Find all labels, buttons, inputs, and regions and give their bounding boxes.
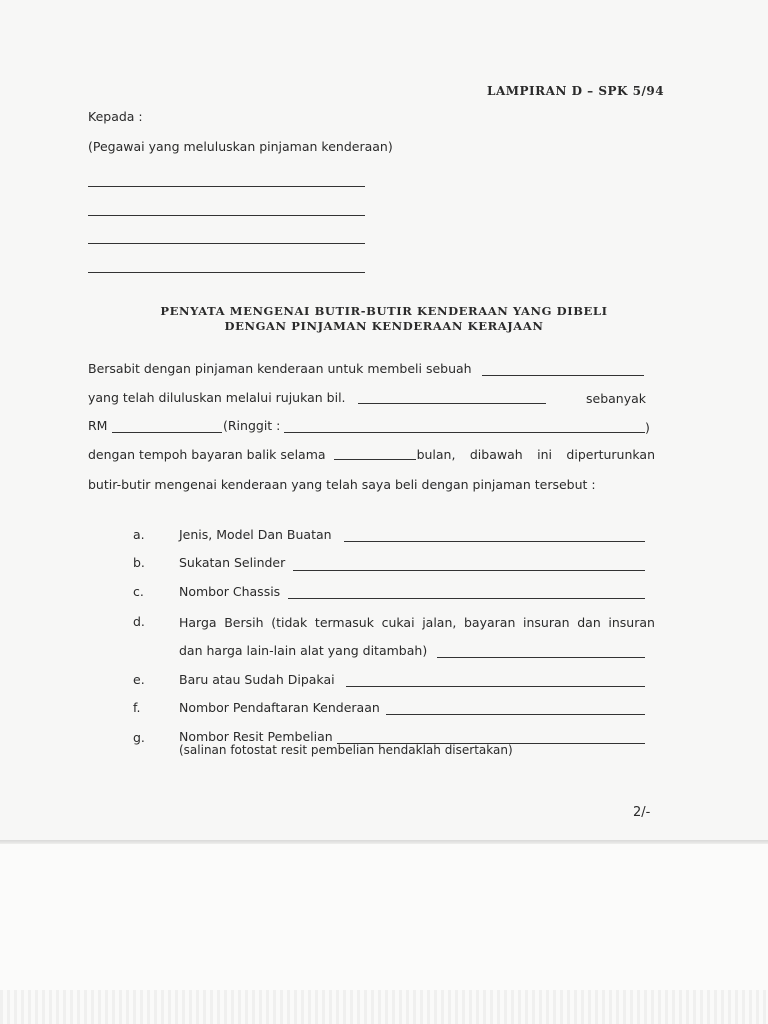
ringgit-close: ) <box>645 420 650 435</box>
address-line-2[interactable] <box>88 215 365 216</box>
form-title-line-1: PENYATA MENGENAI BUTIR-BUTIR KENDERAAN YANG DIBELI <box>160 304 608 318</box>
amount-words-field[interactable] <box>284 432 645 433</box>
body-text-2: yang telah diluluskan melalui rujukan bil. <box>88 390 346 405</box>
item-letter-b: b. <box>133 555 145 570</box>
address-line-3[interactable] <box>88 243 365 244</box>
body-text-4e: diperturunkan <box>566 447 655 462</box>
item-label-f: Nombor Pendaftaran Kenderaan <box>179 700 380 715</box>
item-label-c: Nombor Chassis <box>179 584 281 599</box>
item-field-b[interactable] <box>293 570 645 571</box>
rm-label: RM <box>88 418 108 433</box>
item-field-f[interactable] <box>386 714 645 715</box>
item-field-d[interactable] <box>437 657 645 658</box>
body-text-5: butir-butir mengenai kenderaan yang telah saya beli dengan pinjaman tersebut : <box>88 477 596 492</box>
body-text-1: Bersabit dengan pinjaman kenderaan untuk membeli sebuah <box>88 361 472 376</box>
item-label-e: Baru atau Sudah Dipakai <box>179 672 335 687</box>
to-label: Kepada : <box>88 109 143 124</box>
body-text-4a: dengan tempoh bayaran balik selama <box>88 447 326 462</box>
address-line-1[interactable] <box>88 186 365 187</box>
repayment-row <box>88 447 655 462</box>
ringgit-label: (Ringgit : <box>223 418 281 433</box>
item-label-d-cont: dan harga lain-lain alat yang ditambah) <box>179 643 428 658</box>
body-text-4b: bulan, <box>416 447 456 462</box>
reference-number-field[interactable] <box>358 403 546 404</box>
form-reference: LAMPIRAN D – SPK 5/94 <box>487 84 665 98</box>
item-letter-c: c. <box>133 584 144 599</box>
item-label-a: Jenis, Model Dan Buatan <box>179 527 332 542</box>
item-letter-a: a. <box>133 527 145 542</box>
vehicle-type-field[interactable] <box>482 375 644 376</box>
repayment-months-field[interactable] <box>334 449 416 460</box>
item-letter-g: g. <box>133 730 145 745</box>
item-letter-d: d. <box>133 614 145 629</box>
body-text-2-end: sebanyak <box>586 391 647 406</box>
item-label-d: Harga Bersih (tidak termasuk cukai jalan, bayaran insuran dan insuran <box>179 615 655 630</box>
next-page-marker: 2/- <box>633 805 651 820</box>
item-letter-e: e. <box>133 672 145 687</box>
item-field-c[interactable] <box>288 598 645 599</box>
item-field-a[interactable] <box>344 541 645 542</box>
address-line-4[interactable] <box>88 272 365 273</box>
item-note-g: (salinan fotostat resit pembelian hendaklah disertakan) <box>179 743 513 757</box>
item-letter-f: f. <box>133 700 141 715</box>
amount-rm-field[interactable] <box>112 432 222 433</box>
form-title-line-2: DENGAN PINJAMAN KENDERAAN KERAJAAN <box>224 319 544 333</box>
scan-noise <box>0 990 768 1024</box>
body-text-4c: dibawah <box>469 447 523 462</box>
item-field-e[interactable] <box>346 686 645 687</box>
body-text-4d: ini <box>537 447 552 462</box>
item-label-g: Nombor Resit Pembelian <box>179 729 333 744</box>
item-label-b: Sukatan Selinder <box>179 555 286 570</box>
officer-label: (Pegawai yang meluluskan pinjaman kenderaan) <box>88 139 393 154</box>
